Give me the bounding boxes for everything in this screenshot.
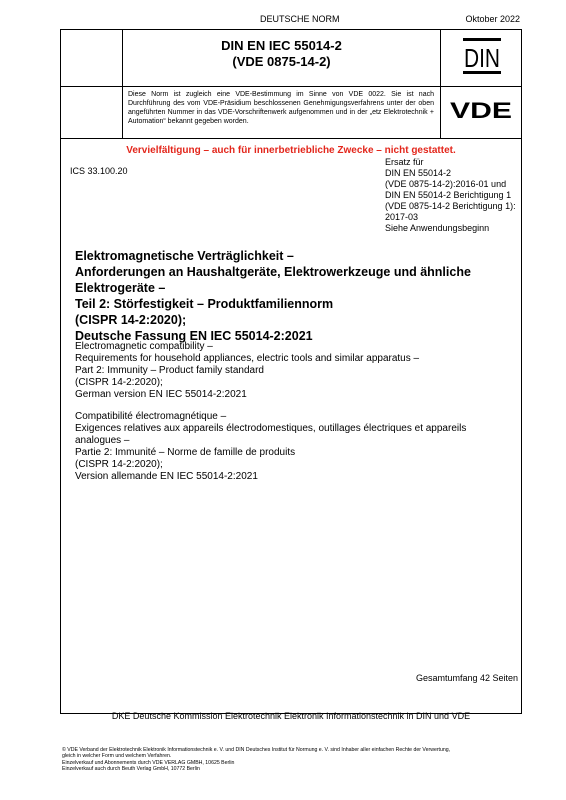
vde-regulation-note: Diese Norm ist zugleich eine VDE-Bestimmung im Sinne von VDE 0022. Sie ist nach Durchführung des vom VDE-Präsidium beschlossenen Genehmigungsverfahrens unter der oben angeführten Nummer in das VDE-Vorschriftenwerk aufgenommen und in der „etz Elektrotechnik + Automation“ bekannt gegeben worden. <box>128 91 434 125</box>
issue-date: Oktober 2022 <box>465 14 520 24</box>
din-logo-text: DIN <box>464 43 500 73</box>
title-french <box>75 411 515 483</box>
reproduction-warning: Vervielfältigung – auch für innerbetriebliche Zwecke – nicht gestattet. <box>126 145 456 156</box>
replacement-line: Ersatz für <box>385 157 424 167</box>
ics-code: ICS 33.100.20 <box>70 166 128 176</box>
footer-line: Einzelverkauf und Abonnements durch VDE VERLAG GMBH, 10625 Berlin <box>62 759 235 766</box>
title-english-line: German version EN IEC 55014-2:2021 <box>75 389 247 400</box>
din-logo-icon <box>463 38 501 74</box>
title-german-line: Deutsche Fassung EN IEC 55014-2:2021 <box>75 329 313 343</box>
vde-logo-icon <box>448 97 514 123</box>
replacement-line: DIN EN 55014-2 <box>385 168 452 178</box>
total-pages: Gesamtumfang 42 Seiten <box>415 673 518 683</box>
replacement-line: DIN EN 55014-2 Berichtigung 1 <box>385 190 512 200</box>
dke-commission: DKE Deutsche Kommission Elektrotechnik Elektronik Informationstechnik in DIN und VDE <box>111 711 471 721</box>
copyright-footer <box>62 747 532 772</box>
title-french-line: Partie 2: Immunité – Norme de famille de produits <box>75 447 296 458</box>
replacement-line: (VDE 0875-14-2):2016-01 und <box>385 179 507 189</box>
footer-line: Einzelverkauf auch durch Beuth Verlag GmbH, 10772 Berlin <box>62 765 200 772</box>
document-type-label: DEUTSCHE NORM <box>260 14 340 24</box>
replacement-line: Siehe Anwendungsbeginn <box>385 223 490 233</box>
title-english-line: (CISPR 14-2:2020); <box>75 377 163 388</box>
title-german-line: Elektrogeräte – <box>75 281 166 295</box>
replacement-info <box>385 157 520 234</box>
header-divider-right <box>440 29 441 139</box>
title-french-line: (CISPR 14-2:2020); <box>75 459 163 470</box>
footer-line: gleich in welcher Form und welchem Verfahren. <box>62 753 172 760</box>
title-french-line: analogues – <box>75 435 130 446</box>
title-german-line: Elektromagnetische Verträglichkeit – <box>75 249 294 263</box>
title-english-line: Part 2: Immunity – Product family standard <box>75 365 264 376</box>
title-french-line: Version allemande EN IEC 55014-2:2021 <box>75 471 258 482</box>
title-german-line: Teil 2: Störfestigkeit – Produktfamiliennorm <box>75 297 334 311</box>
title-english-line: Electromagnetic compatibility – <box>75 341 213 352</box>
title-german <box>75 248 515 344</box>
standard-number-block <box>123 38 440 70</box>
title-english-line: Requirements for household appliances, electric tools and similar apparatus – <box>75 353 420 364</box>
replacement-line: (VDE 0875-14-2 Berichtigung 1): <box>385 201 516 211</box>
title-english <box>75 341 515 401</box>
footer-line: © VDE Verband der Elektrotechnik Elektronik Informationstechnik e. V. und DIN Deutsches Institut für Normung e. V. sind Inhaber aller einfachen Rechte der Verwertung, <box>62 747 451 753</box>
standard-number: DIN EN IEC 55014-2 <box>221 38 342 53</box>
vde-logo-text: VDE <box>450 98 512 123</box>
title-german-line: Anforderungen an Haushaltgeräte, Elektrowerkzeuge und ähnliche <box>75 265 471 279</box>
title-french-line: Compatibilité électromagnétique – <box>75 411 227 422</box>
vde-classification: (VDE 0875-14-2) <box>232 54 331 69</box>
title-german-line: (CISPR 14-2:2020); <box>75 313 187 327</box>
replacement-line: 2017-03 <box>385 212 419 222</box>
title-french-line: Exigences relatives aux appareils électrodomestiques, outillages électriques et appareils <box>75 423 467 434</box>
